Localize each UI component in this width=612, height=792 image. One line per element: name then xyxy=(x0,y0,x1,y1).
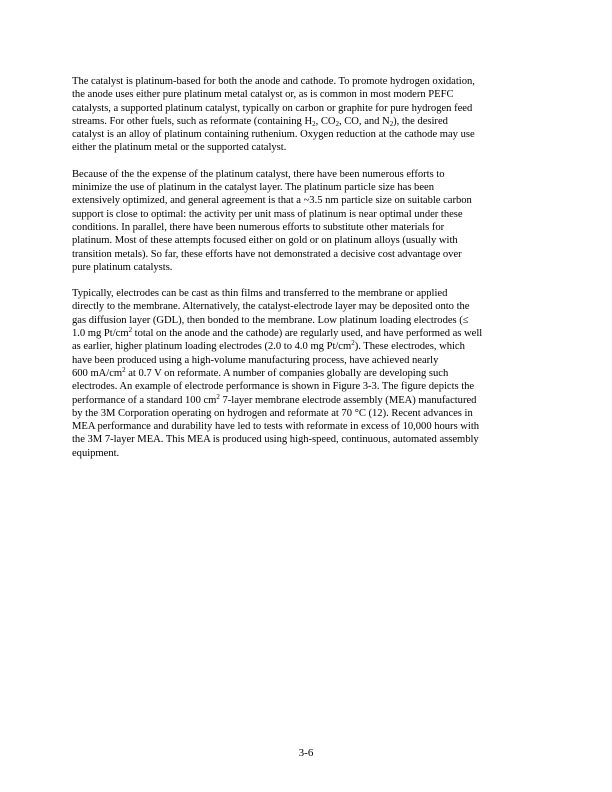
text-run: Because of the the expense of the platinum catalyst, there have been numerous efforts to xyxy=(72,168,445,180)
text-run: 1.0 mg Pt/cm xyxy=(72,328,129,340)
text-line xyxy=(72,380,542,393)
text-run: , CO, and N xyxy=(339,115,390,127)
text-run: performance of a standard 100 cm xyxy=(72,394,217,406)
text-run: 600 mA/cm xyxy=(72,367,123,379)
text-run: catalyst is an alloy of platinum containing ruthenium. Oxygen reduction at the cathode may use xyxy=(72,129,475,141)
subscript: 2 xyxy=(312,120,316,129)
text-run: streams. For other fuels, such as reformate (containing H xyxy=(72,115,313,127)
text-run: have been produced using a high-volume manufacturing process, have achieved nearly xyxy=(72,354,439,366)
text-line xyxy=(72,261,542,274)
superscript: 2 xyxy=(128,326,133,335)
text-run: equipment. xyxy=(72,447,120,459)
text-line xyxy=(72,234,542,247)
text-line xyxy=(72,287,542,300)
text-run: pure platinum catalysts. xyxy=(72,261,173,273)
text-run: the 3M 7-layer MEA. This MEA is produced using high-speed, continuous, automated assembly xyxy=(72,434,479,446)
subscript: 2 xyxy=(335,120,339,129)
text-run: at 0.7 V on reformate. A number of companies globally are developing such xyxy=(125,367,449,379)
superscript: 2 xyxy=(351,339,355,348)
text-line xyxy=(72,75,542,88)
paragraph xyxy=(72,168,542,274)
text-line xyxy=(72,340,542,353)
text-run: catalysts, a supported platinum catalyst, typically on carbon or graphite for pure hydrogen feed xyxy=(72,102,473,114)
text-run: transition metals). So far, these efforts have not demonstrated a decisive cost advantage over xyxy=(72,248,462,260)
text-line xyxy=(72,181,542,194)
text-run: extensively optimized, and general agreement is that a ~3.5 nm particle size on suitable carbon xyxy=(72,195,472,207)
text-run: minimize the use of platinum in the catalyst layer. The platinum particle size has been xyxy=(72,182,434,194)
text-run: platinum. Most of these attempts focused either on gold or on platinum alloys (usually with xyxy=(72,235,458,247)
text-run: conditions. In parallel, there have been numerous efforts to substitute other materials for xyxy=(72,221,445,233)
text-run: Typically, electrodes can be cast as thin films and transferred to the membrane or applied xyxy=(72,288,448,300)
text-run: the anode uses either pure platinum metal catalyst or, as is common in most modern PEFC xyxy=(72,89,454,101)
text-line xyxy=(72,128,542,141)
text-line xyxy=(72,102,542,115)
paragraph xyxy=(72,287,542,460)
text-line xyxy=(72,394,542,407)
text-line xyxy=(72,433,542,446)
text-line xyxy=(72,367,542,380)
text-run: The catalyst is platinum-based for both the anode and cathode. To promote hydrogen oxidation, xyxy=(72,76,475,87)
text-line xyxy=(72,141,542,154)
text-run: , CO xyxy=(315,115,336,127)
text-run: ). These electrodes, which xyxy=(354,341,465,353)
text-run: as earlier, higher platinum loading electrodes (2.0 to 4.0 mg Pt/cm xyxy=(72,341,352,353)
text-line xyxy=(72,420,542,433)
text-line xyxy=(72,168,542,181)
text-line xyxy=(72,354,542,367)
text-line xyxy=(72,88,542,101)
text-line xyxy=(72,208,542,221)
paragraph xyxy=(72,75,542,155)
text-run: directly to the membrane. Alternatively, the catalyst-electrode layer may be deposited onto the xyxy=(72,301,470,313)
text-run: either the platinum metal or the supported catalyst. xyxy=(72,142,287,154)
text-line xyxy=(72,115,542,128)
body-text xyxy=(72,75,542,473)
text-line xyxy=(72,314,542,327)
text-line xyxy=(72,248,542,261)
text-line xyxy=(72,407,542,420)
superscript: 2 xyxy=(122,365,126,374)
text-run: ), the desired xyxy=(393,115,448,127)
text-run: 7-layer membrane electrode assembly (MEA) manufactured xyxy=(219,394,477,406)
text-run: electrodes. An example of electrode performance is shown in Figure 3-3. The figure depicts the xyxy=(72,381,475,393)
text-run: total on the anode and the cathode) are regularly used, and have performed as well xyxy=(132,328,483,340)
text-run: gas diffusion layer (GDL), then bonded to the membrane. Low platinum loading electrodes (≤ xyxy=(72,314,469,326)
text-line xyxy=(72,194,542,207)
text-line xyxy=(72,221,542,234)
page-number: 3-6 xyxy=(298,747,314,759)
text-line xyxy=(72,327,542,340)
text-line xyxy=(72,447,542,460)
text-run: by the 3M Corporation operating on hydrogen and reformate at 70 °C (12). Recent advances in xyxy=(72,407,473,419)
text-run: support is close to optimal: the activity per unit mass of platinum is near optimal under these xyxy=(72,208,463,220)
subscript: 2 xyxy=(389,120,394,129)
text-run: MEA performance and durability have led to tests with reformate in excess of 10,000 hours with xyxy=(72,421,480,433)
text-line xyxy=(72,300,542,313)
superscript: 2 xyxy=(216,392,220,401)
